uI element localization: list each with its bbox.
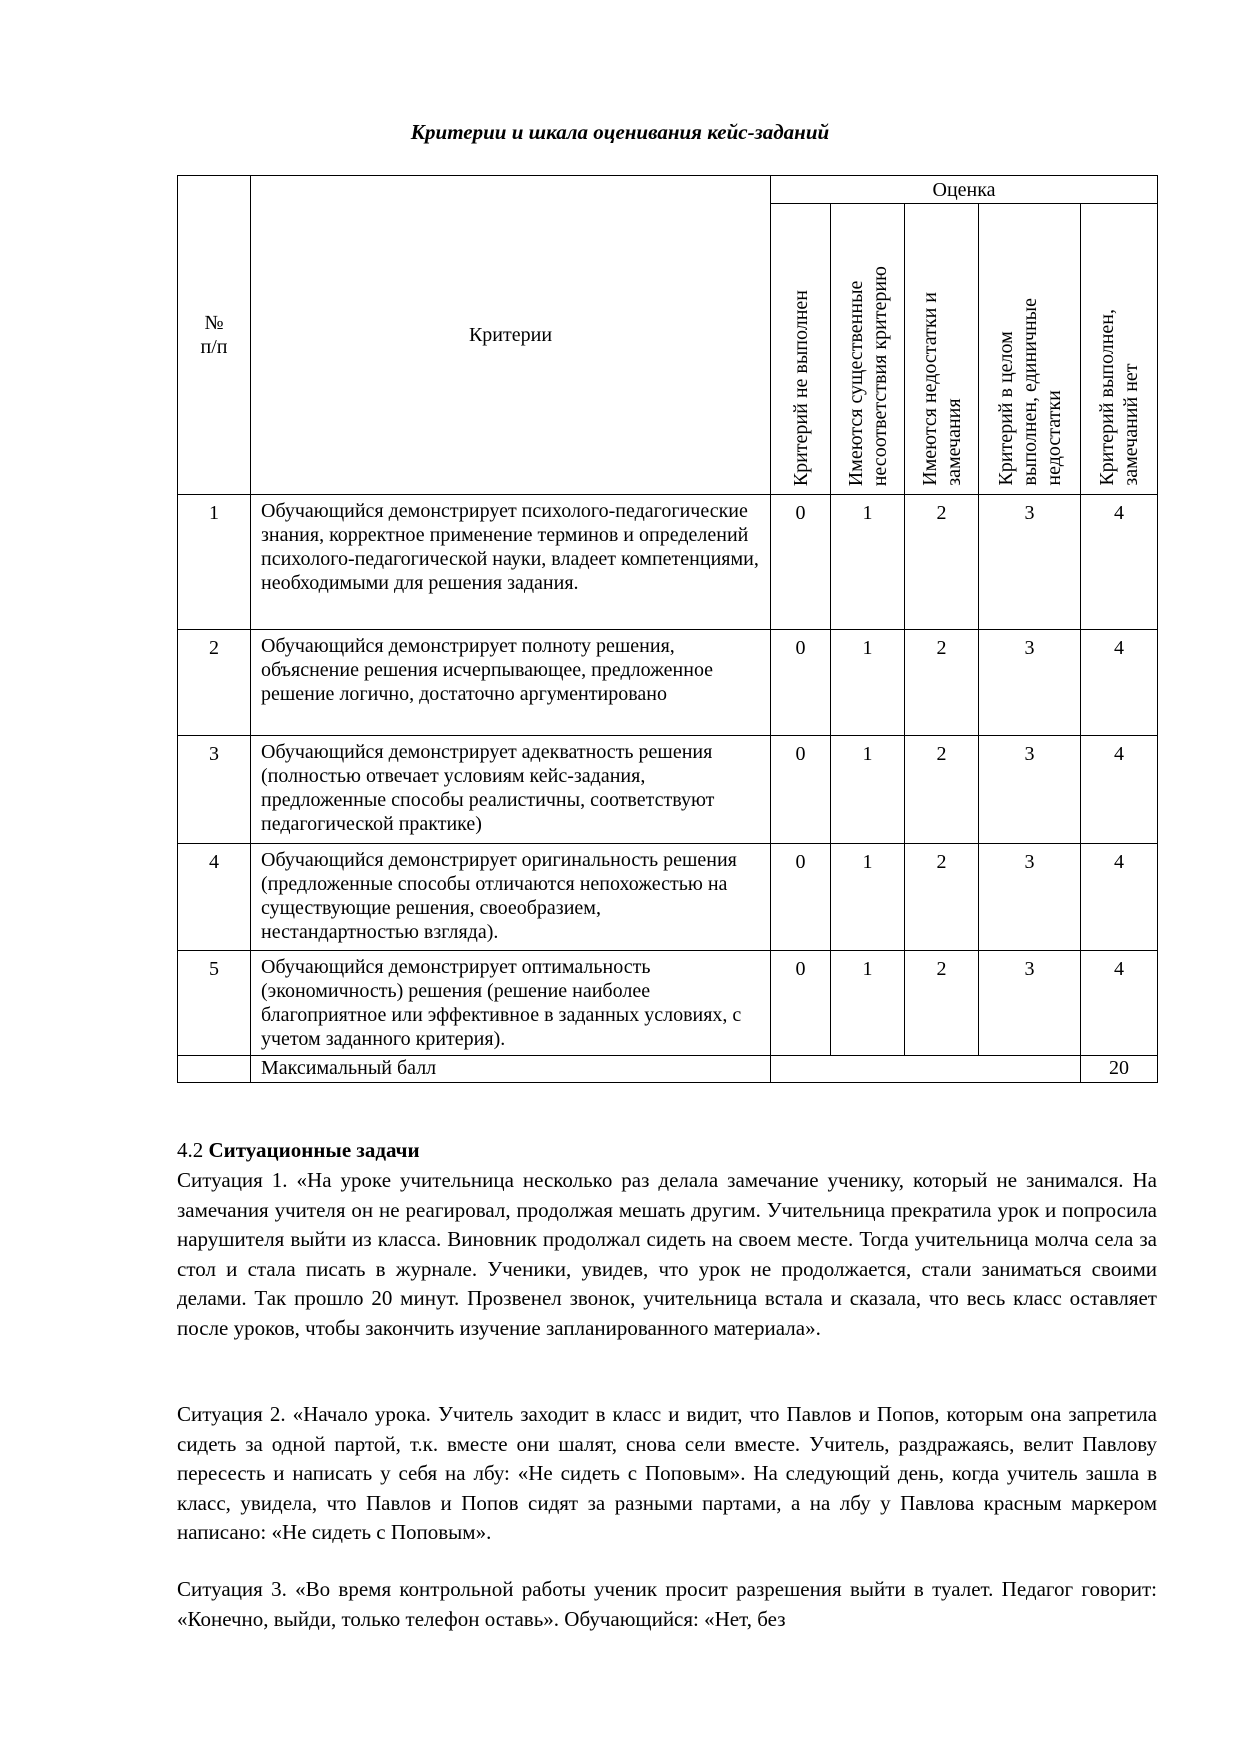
row-score: 1 xyxy=(831,951,905,1056)
table-row xyxy=(178,844,1158,951)
table-row xyxy=(178,495,1158,630)
table-row xyxy=(178,736,1158,844)
row-score: 1 xyxy=(831,495,905,630)
row-score: 3 xyxy=(979,630,1081,736)
row-score: 2 xyxy=(905,844,979,951)
header-score-0 xyxy=(771,204,831,495)
row-number: 5 xyxy=(178,951,251,1056)
max-score-label: Максимальный балл xyxy=(251,1056,771,1083)
row-score: 4 xyxy=(1081,844,1158,951)
row-score: 3 xyxy=(979,844,1081,951)
table-row xyxy=(178,630,1158,736)
row-score: 0 xyxy=(771,951,831,1056)
row-number: 3 xyxy=(178,736,251,844)
row-score: 4 xyxy=(1081,495,1158,630)
section-number: 4.2 xyxy=(177,1138,204,1162)
header-score-0-label: Критерий не выполнен xyxy=(789,289,812,486)
row-score: 0 xyxy=(771,495,831,630)
row-number: 1 xyxy=(178,495,251,630)
table-title: Критерии и шкала оценивания кейс-заданий xyxy=(410,120,830,144)
header-score-2-label: Имеются недостатки и замечания xyxy=(918,292,965,486)
row-score: 1 xyxy=(831,736,905,844)
row-score: 1 xyxy=(831,844,905,951)
row-criterion: Обучающийся демонстрирует оптимальность (экономичность) решения (решение наиболее благоприятное или эффективное в заданных условиях, с учетом заданного критерия). xyxy=(251,951,771,1056)
header-score-1-label: Имеются существенные несоответствия критерию xyxy=(844,265,891,486)
table-row xyxy=(178,951,1158,1056)
header-number xyxy=(178,176,251,495)
section-heading xyxy=(177,1138,420,1163)
header-number-line2: п/п xyxy=(200,336,228,358)
row-score: 3 xyxy=(979,951,1081,1056)
row-score: 0 xyxy=(771,736,831,844)
header-score-3 xyxy=(979,204,1081,495)
row-score: 0 xyxy=(771,630,831,736)
row-criterion: Обучающийся демонстрирует оригинальность решения (предложенные способы отличаются непохожестью на существующие решения, своеобразием, нестандартностью взгляда). xyxy=(251,844,771,951)
header-score-group: Оценка xyxy=(771,176,1158,204)
situation-text: Ситуация 3. «Во время контрольной работы ученик просит разрешения выйти в туалет. Педагог говорит: «Конечно, выйди, только телефон оставь». Обучающийся: «Нет, без xyxy=(177,1577,1157,1631)
row-score: 2 xyxy=(905,630,979,736)
row-score: 1 xyxy=(831,630,905,736)
max-score-value: 20 xyxy=(1081,1056,1158,1083)
header-score-3-label: Критерий в целом выполнен, единичные недостатки xyxy=(994,298,1065,486)
header-score-1 xyxy=(831,204,905,495)
row-score: 2 xyxy=(905,951,979,1056)
situation-3 xyxy=(177,1575,1157,1634)
criteria-table xyxy=(177,175,1158,1083)
row-score: 3 xyxy=(979,736,1081,844)
situation-1 xyxy=(177,1166,1157,1343)
header-criteria: Критерии xyxy=(251,176,771,495)
table-row-max xyxy=(178,1056,1158,1083)
row-number: 2 xyxy=(178,630,251,736)
header-number-line1: № xyxy=(204,312,224,334)
section-title: Ситуационные задачи xyxy=(208,1138,420,1162)
header-score-4 xyxy=(1081,204,1158,495)
row-score: 2 xyxy=(905,736,979,844)
max-row-empty-scores xyxy=(771,1056,1081,1083)
header-score-2 xyxy=(905,204,979,495)
situation-text: Ситуация 2. «Начало урока. Учитель заходит в класс и видит, что Павлов и Попов, которым она запретила сидеть за одной партой, т.к. вместе они шалят, снова сели вместе. Учитель, раздражаясь, велит Павлову пересесть и написать у себя на лбу: «Не сидеть с Поповым». На следующий день, когда учитель зашла в класс, увидела, что Павлов и Попов сидят за разными партами, а на лбу у Павлова красным маркером написано: «Не сидеть с Поповым». xyxy=(177,1402,1157,1544)
row-score: 0 xyxy=(771,844,831,951)
row-score: 2 xyxy=(905,495,979,630)
row-number: 4 xyxy=(178,844,251,951)
row-criterion: Обучающийся демонстрирует психолого-педагогические знания, корректное применение терминов и определений психолого-педагогической науки, владеет компетенциями, необходимыми для решения задания. xyxy=(251,495,771,630)
row-score: 4 xyxy=(1081,951,1158,1056)
max-row-empty xyxy=(178,1056,251,1083)
header-score-4-label: Критерий выполнен, замечаний нет xyxy=(1096,309,1143,486)
row-score: 3 xyxy=(979,495,1081,630)
row-score: 4 xyxy=(1081,630,1158,736)
row-criterion: Обучающийся демонстрирует полноту решения, объяснение решения исчерпывающее, предложенное решение логично, достаточно аргументировано xyxy=(251,630,771,736)
situation-text: Ситуация 1. «На уроке учительница несколько раз делала замечание ученику, который не занимался. На замечания учителя он не реагировал, продолжая мешать другим. Учительница прекратила урок и попросила нарушителя выйти из класса. Виновник продолжал сидеть на своем месте. Тогда учительница молча села за стол и стала писать в журнале. Ученики, увидев, что урок не продолжается, стали заниматься своими делами. Так прошло 20 минут. Прозвенел звонок, учительница встала и сказала, что весь класс оставляет после уроков, чтобы закончить изучение запланированного материала». xyxy=(177,1168,1157,1340)
situation-2 xyxy=(177,1400,1157,1548)
row-criterion: Обучающийся демонстрирует адекватность решения (полностью отвечает условиям кейс-задания, предложенные способы реалистичны, соответствуют педагогической практике) xyxy=(251,736,771,844)
row-score: 4 xyxy=(1081,736,1158,844)
